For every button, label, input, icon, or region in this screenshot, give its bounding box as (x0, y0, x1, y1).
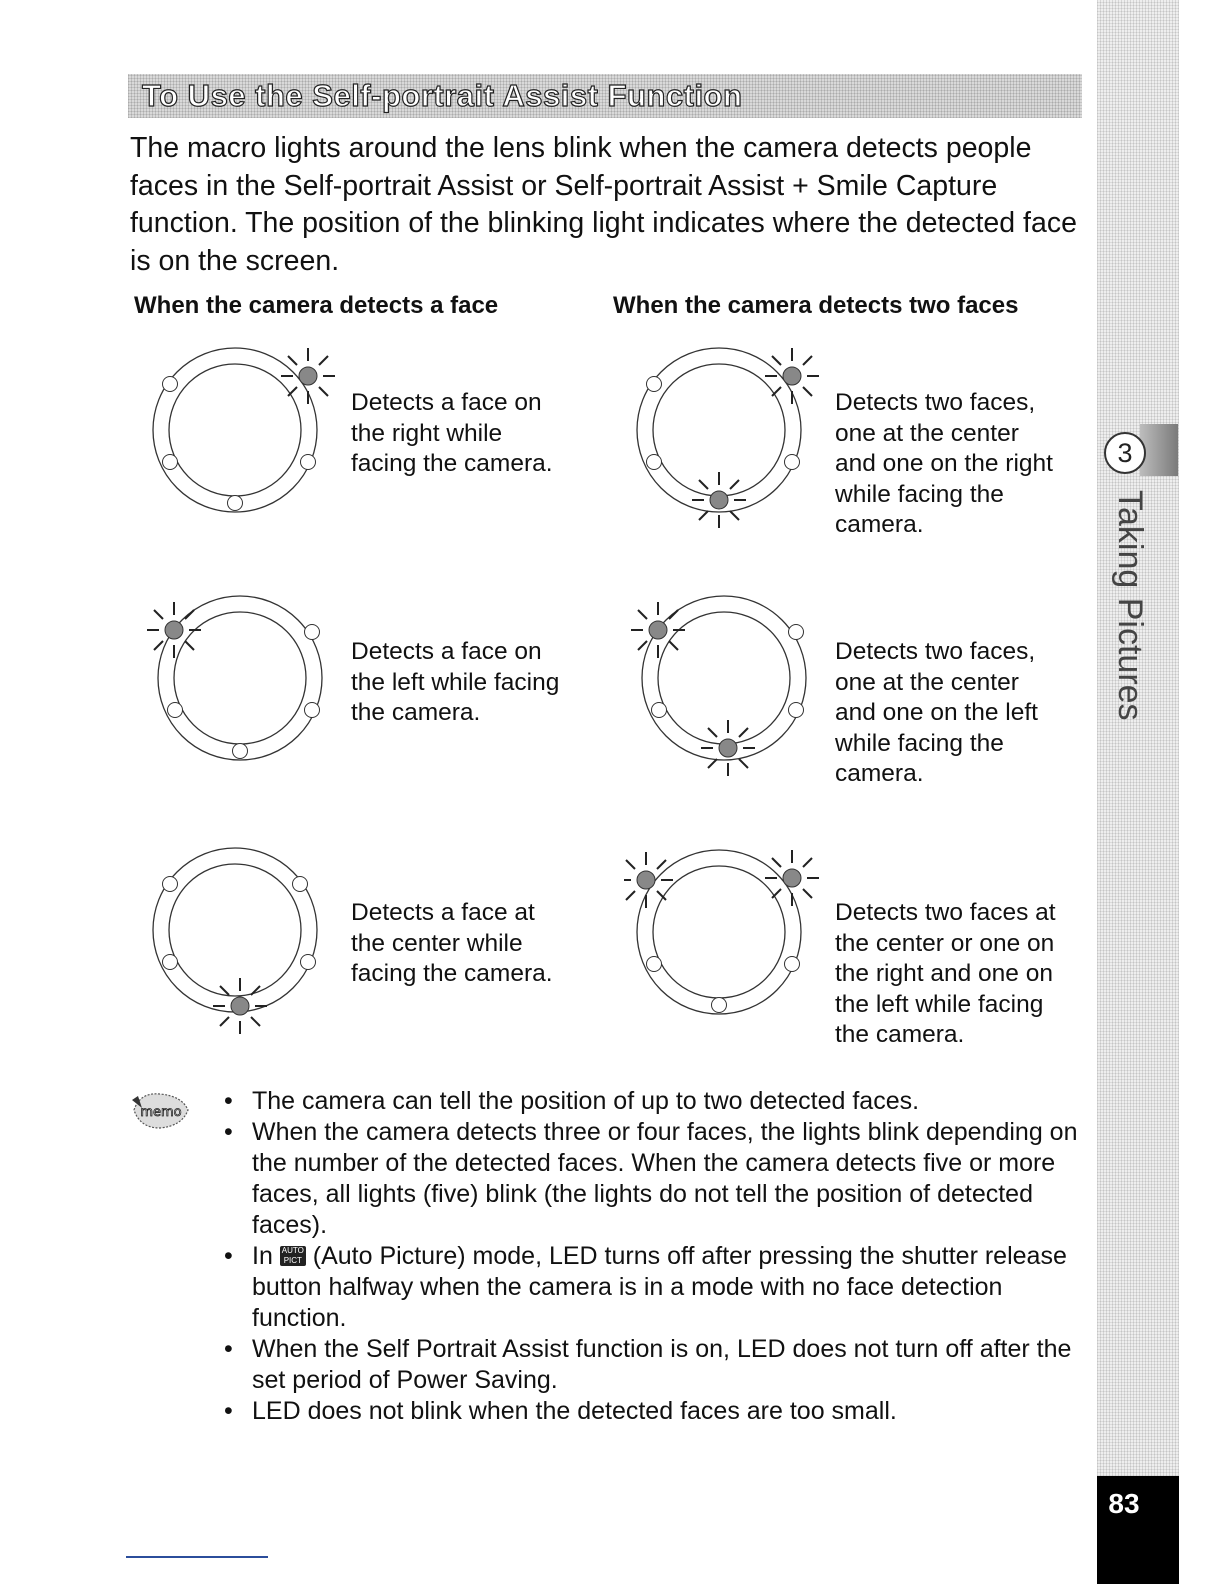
intro-paragraph: The macro lights around the lens blink when the camera detects people faces in the Self-portrait Assist or Self-portrait Assist + Smile Capture function. The position of the blinking light indicates where the detected face is on the screen. (130, 132, 1077, 277)
auto-picture-mode-icon: AUTO PICT (281, 1246, 304, 1265)
memo-item: • When the Self Portrait Assist function is on, LED does not turn off after the set period of Power Saving. (224, 1335, 1072, 1394)
lens-diagram-center-left-faces (620, 578, 840, 793)
case-right-face-description: Detects a face on the right while facing the camera. (351, 389, 553, 477)
page-number: 83 (1108, 1488, 1140, 1519)
memo-item: • LED does not blink when the detected faces are too small. (224, 1397, 897, 1425)
memo-item: • The camera can tell the position of up to two detected faces. (224, 1087, 920, 1115)
svg-text:memo: memo (140, 1105, 182, 1120)
lens-diagram-left-right-faces (624, 840, 844, 1030)
left-column-heading: When the camera detects a face (134, 292, 499, 319)
case-center-face-description: Detects a face at the center while facing the camera. (351, 899, 553, 987)
case-left-face-description: Detects a face on the left while facing the camera. (351, 638, 560, 726)
chapter-number: 3 (1104, 432, 1146, 474)
memo-item: • When the camera detects three or four faces, the lights blink depending on the number of the detected faces. When the camera detects five or more faces, all lights (five) blink (the lights do not tell the position of detected faces). (224, 1118, 1078, 1239)
memo-item: • In AUTO PICT (Auto Picture) mode, LED turns off after pressing the shutter release button halfway when the camera is in a mode with no face detection function. (224, 1242, 1067, 1332)
lens-diagram-center-face (140, 838, 360, 1053)
lens-diagram-center-right-faces (624, 338, 844, 548)
chapter-title: Taking Pictures (1111, 490, 1149, 721)
footer-rule (126, 1556, 268, 1558)
case-center-left-faces-description: Detects two faces, one at the center and one on the left while facing the camera. (835, 638, 1038, 787)
lens-diagram-left-face (136, 578, 356, 778)
right-column-heading: When the camera detects two faces (613, 292, 1019, 319)
case-left-right-faces-description: Detects two faces at the center or one on the right and one on the left while facing the camera. (835, 899, 1056, 1048)
memo-list (222, 1086, 1092, 1427)
section-heading: To Use the Self-portrait Assist Function (142, 78, 743, 113)
lens-diagram-right-face (140, 338, 360, 528)
case-center-right-faces-description: Detects two faces, one at the center and one on the right while facing the camera. (835, 389, 1053, 538)
memo-icon (130, 1088, 192, 1132)
